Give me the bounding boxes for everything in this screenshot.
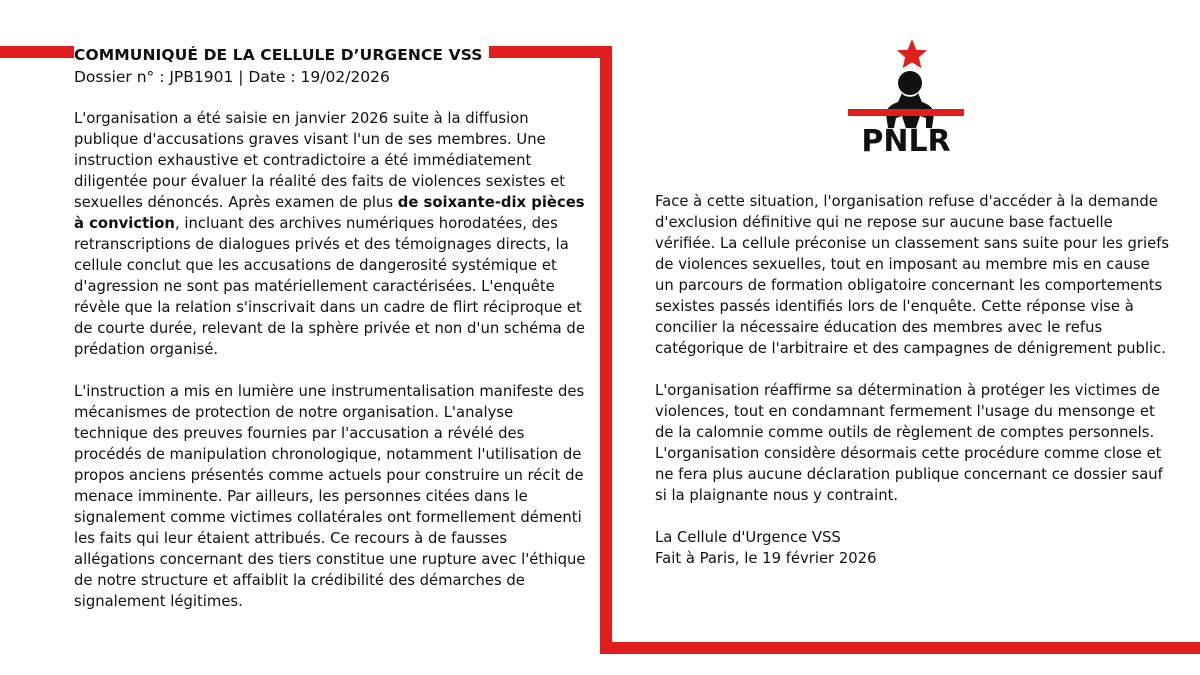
bold-evidence-count: de soixante-dix pièces à conviction xyxy=(74,194,585,232)
paragraph-instrumentalisation: L'instruction a mis en lumière une instrumentalisation manifeste des mécanismes de protection de notre organisation. L'analyse technique des preuves fournies par l'accusation a révélé des procédés de manipulation chronologique, notamment l'utilisation de propos anciens présentés comme actuels pour construire un récit de menace imminente. Par ailleurs, les personnes citées dans le signalement comme victimes collatérales ont formellement démenti les faits qui leur étaient attribués. Ce recours à de fausses allégations concernant des tiers constitue une rupture avec l'éthique de notre structure et affaiblit la crédibilité des démarches de signalement légitimes. xyxy=(74,383,586,610)
communique-title: COMMUNIQUÉ DE LA CELLULE D’URGENCE VSS xyxy=(74,44,489,66)
red-frame-bottom xyxy=(600,642,1200,654)
signature: La Cellule d'Urgence VSS xyxy=(655,529,841,546)
star-icon xyxy=(897,39,927,68)
logo-red-band xyxy=(848,109,964,116)
paragraph-decision: Face à cette situation, l'organisation refuse d'accéder à la demande d'exclusion définitive qui ne repose sur aucune base factuelle vérifiée. La cellule préconise un classement sans suite pour les griefs de violences sexuelles, tout en imposant au membre mis en cause un parcours de formation obligatoire concernant les comportements sexistes passés identifiés lors de l'enquête. Cette réponse vise à concilier la nécessaire éducation des membres avec le refus catégorique de l'arbitraire et des campagnes de dénigrement public. xyxy=(655,193,1170,357)
place-date: Fait à Paris, le 19 février 2026 xyxy=(655,550,877,567)
right-column xyxy=(655,191,1170,569)
logo-text: PNLR xyxy=(861,124,951,156)
red-frame-vertical xyxy=(600,46,612,654)
paragraph-closure: L'organisation considère désormais cette procédure comme close et ne fera plus aucune déclaration publique concernant ce dossier sauf si la plaignante nous y contraint. xyxy=(655,445,1163,504)
paragraph-reaffirmation: L'organisation réaffirme sa détermination à protéger les victimes de violences, tout en condamnant fermement l'usage du mensonge et de la calomnie comme outils de règlement de comptes personnels. xyxy=(655,382,1161,441)
dossier-meta: Dossier n° : JPB1901 | Date : 19/02/2026 xyxy=(74,68,390,86)
figure-silhouette-icon xyxy=(886,71,934,128)
left-column xyxy=(74,108,586,612)
paragraph-instruction: L'organisation a été saisie en janvier 2026 suite à la diffusion publique d'accusations graves visant l'un de ses membres. Une instruction exhaustive et contradictoire a été immédiatement diligentée pour évaluer la réalité des faits de violences sexistes et sexuelles dénoncés. Après examen de plus de soixante-dix pièces à conviction, incluant des archives numériques horodatées, des retranscriptions de dialogues privés et des témoignages directs, la cellule conclut que les accusations de dangerosité systémique et d'agression ne sont pas matériellement caractérisées. L'enquête révèle que la relation s'inscrivait dans un cadre de flirt réciproque et de courte durée, relevant de la sphère privée et non d'un schéma de prédation organisé. xyxy=(74,110,585,358)
pnlr-logo xyxy=(842,38,970,156)
